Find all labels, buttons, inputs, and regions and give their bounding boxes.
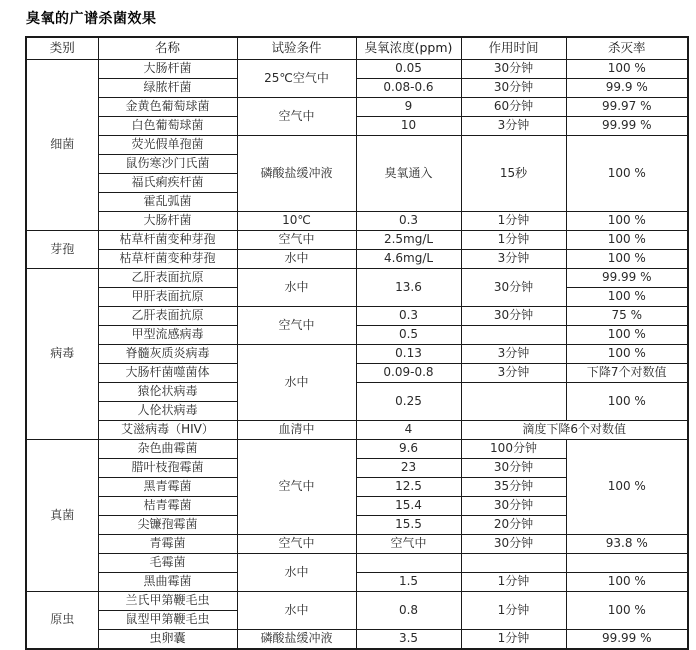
table-cell: 1分钟: [461, 592, 566, 630]
table-cell: 黑曲霉菌: [98, 573, 237, 592]
page-title: 臭氧的广谱杀菌效果: [26, 11, 157, 27]
table-cell: 磷酸盐缓冲液: [237, 136, 356, 212]
table-cell: 30分钟: [461, 497, 566, 516]
table-cell: 99.99 %: [566, 269, 688, 288]
table-cell: 3分钟: [461, 364, 566, 383]
table-cell: 1分钟: [461, 630, 566, 650]
table-cell: 4: [356, 421, 461, 440]
table-cell: [461, 383, 566, 421]
table-cell: 0.3: [356, 307, 461, 326]
table-cell: 兰氏甲第鞭毛虫: [98, 592, 237, 611]
table-cell: 真菌: [26, 440, 98, 592]
table-cell: 60分钟: [461, 98, 566, 117]
table-cell: 白色葡萄球菌: [98, 117, 237, 136]
table-cell: 虫卵囊: [98, 630, 237, 650]
table-cell: 30分钟: [461, 307, 566, 326]
table-cell: 绿脓杆菌: [98, 79, 237, 98]
table-row: [26, 592, 688, 611]
table-row: [26, 345, 688, 364]
table-cell: 0.8: [356, 592, 461, 630]
table-cell: 100 %: [566, 250, 688, 269]
table-cell: 99.97 %: [566, 98, 688, 117]
table-cell: 水中: [237, 554, 356, 592]
table-cell: 100 %: [566, 136, 688, 212]
table-cell: 15.4: [356, 497, 461, 516]
table-cell: 25℃空气中: [237, 60, 356, 98]
table-cell: 空气中: [356, 535, 461, 554]
table-cell: 100 %: [566, 212, 688, 231]
table-row: [26, 440, 688, 459]
table-cell: 9: [356, 98, 461, 117]
table-cell: 0.13: [356, 345, 461, 364]
table-cell: 13.6: [356, 269, 461, 307]
table-cell: 枯草杆菌变种芽孢: [98, 231, 237, 250]
table-cell: 杂色曲霉菌: [98, 440, 237, 459]
table-cell: 1分钟: [461, 231, 566, 250]
table-cell: 芽孢: [26, 231, 98, 269]
table-cell: 100 %: [566, 573, 688, 592]
table-row: [26, 630, 688, 650]
table-cell: 10: [356, 117, 461, 136]
column-header: 臭氧浓度(ppm): [356, 37, 461, 60]
table-cell: 福氏痢疾杆菌: [98, 174, 237, 193]
table-cell: 0.25: [356, 383, 461, 421]
table-cell: 9.6: [356, 440, 461, 459]
table-row: [26, 117, 688, 136]
table-cell: 3分钟: [461, 345, 566, 364]
table-cell: 15.5: [356, 516, 461, 535]
table-cell: [566, 554, 688, 573]
table-row: [26, 60, 688, 79]
table-cell: 甲型流感病毒: [98, 326, 237, 345]
table-cell: 2.5mg/L: [356, 231, 461, 250]
table-row: [26, 326, 688, 345]
table-cell: 0.09-0.8: [356, 364, 461, 383]
table-cell: 桔青霉菌: [98, 497, 237, 516]
table-cell: 甲肝表面抗原: [98, 288, 237, 307]
table-cell: 乙肝表面抗原: [98, 307, 237, 326]
table-cell: 100 %: [566, 345, 688, 364]
table-cell: 99.99 %: [566, 117, 688, 136]
table-cell: 35分钟: [461, 478, 566, 497]
table-cell: 空气中: [237, 440, 356, 535]
table-cell: 100 %: [566, 288, 688, 307]
table-row: [26, 307, 688, 326]
table-row: [26, 98, 688, 117]
table-cell: 乙肝表面抗原: [98, 269, 237, 288]
table-cell: 1.5: [356, 573, 461, 592]
column-header: 试验条件: [237, 37, 356, 60]
table-row: [26, 212, 688, 231]
table-cell: 大肠杆菌: [98, 212, 237, 231]
table-cell: 0.05: [356, 60, 461, 79]
table-cell: 大肠杆菌: [98, 60, 237, 79]
column-header: 杀灭率: [566, 37, 688, 60]
table-cell: 3.5: [356, 630, 461, 650]
table-cell: 水中: [237, 269, 356, 307]
table-cell: 100 %: [566, 326, 688, 345]
table-cell: 空气中: [237, 535, 356, 554]
table-cell: 滴度下降6个对数值: [461, 421, 688, 440]
table-cell: 23: [356, 459, 461, 478]
table-cell: 磷酸盐缓冲液: [237, 630, 356, 650]
table-cell: 100 %: [566, 231, 688, 250]
table-cell: 0.3: [356, 212, 461, 231]
table-row: [26, 554, 688, 573]
table-body: [26, 60, 688, 650]
table-cell: 100 %: [566, 440, 688, 535]
table-row: [26, 383, 688, 402]
table-cell: 空气中: [237, 307, 356, 345]
table-cell: 10℃: [237, 212, 356, 231]
table-cell: 30分钟: [461, 535, 566, 554]
table-cell: 99.9 %: [566, 79, 688, 98]
table-cell: 大肠杆菌噬菌体: [98, 364, 237, 383]
table-cell: 病毒: [26, 269, 98, 440]
column-header: 类别: [26, 37, 98, 60]
table-cell: [356, 554, 461, 573]
table-cell: 血清中: [237, 421, 356, 440]
table-cell: 30分钟: [461, 459, 566, 478]
table-cell: 30分钟: [461, 269, 566, 307]
table-cell: 0.5: [356, 326, 461, 345]
table-cell: 脊髓灰质炎病毒: [98, 345, 237, 364]
table-cell: 艾滋病毒（HIV）: [98, 421, 237, 440]
table-cell: 毛霉菌: [98, 554, 237, 573]
table-cell: 12.5: [356, 478, 461, 497]
table-cell: 腊叶枝孢霉菌: [98, 459, 237, 478]
table-cell: 人伦状病毒: [98, 402, 237, 421]
table-cell: 金黄色葡萄球菌: [98, 98, 237, 117]
table-cell: 荧光假单孢菌: [98, 136, 237, 155]
table-cell: 100 %: [566, 60, 688, 79]
table-cell: 水中: [237, 250, 356, 269]
table-header: [26, 37, 688, 60]
table-cell: 100分钟: [461, 440, 566, 459]
table-cell: 空气中: [237, 231, 356, 250]
table-cell: 青霉菌: [98, 535, 237, 554]
table-cell: 鼠伤寒沙门氏菌: [98, 155, 237, 174]
table-row: [26, 573, 688, 592]
table-cell: 1分钟: [461, 573, 566, 592]
table-row: [26, 136, 688, 155]
table-cell: 30分钟: [461, 60, 566, 79]
table-cell: 4.6mg/L: [356, 250, 461, 269]
table-cell: 99.99 %: [566, 630, 688, 650]
table-cell: [461, 326, 566, 345]
table-cell: 霍乱弧菌: [98, 193, 237, 212]
table-cell: 1分钟: [461, 212, 566, 231]
table-row: [26, 269, 688, 288]
table-row: [26, 231, 688, 250]
table-row: [26, 421, 688, 440]
table-cell: 水中: [237, 592, 356, 630]
table-cell: 3分钟: [461, 117, 566, 136]
column-header: 名称: [98, 37, 237, 60]
table-cell: 75 %: [566, 307, 688, 326]
table-cell: 原虫: [26, 592, 98, 650]
table-cell: 15秒: [461, 136, 566, 212]
table-row: [26, 364, 688, 383]
ozone-table: [25, 36, 689, 650]
table-cell: 100 %: [566, 592, 688, 630]
table-cell: 鼠型甲第鞭毛虫: [98, 611, 237, 630]
table-row: [26, 250, 688, 269]
table-cell: 30分钟: [461, 79, 566, 98]
table-cell: 猿伦状病毒: [98, 383, 237, 402]
table-cell: 空气中: [237, 98, 356, 136]
table-cell: 细菌: [26, 60, 98, 231]
table-cell: 3分钟: [461, 250, 566, 269]
table-cell: 下降7个对数值: [566, 364, 688, 383]
column-header: 作用时间: [461, 37, 566, 60]
table-cell: 尖镰孢霉菌: [98, 516, 237, 535]
table-row: [26, 79, 688, 98]
table-cell: 20分钟: [461, 516, 566, 535]
header-row: [26, 37, 688, 60]
table-cell: 0.08-0.6: [356, 79, 461, 98]
table-cell: 100 %: [566, 383, 688, 421]
table-cell: 黑青霉菌: [98, 478, 237, 497]
table-cell: 93.8 %: [566, 535, 688, 554]
table-row: [26, 535, 688, 554]
table-cell: [461, 554, 566, 573]
table-cell: 枯草杆菌变种芽孢: [98, 250, 237, 269]
table-cell: 水中: [237, 345, 356, 421]
table-cell: 臭氧通入: [356, 136, 461, 212]
